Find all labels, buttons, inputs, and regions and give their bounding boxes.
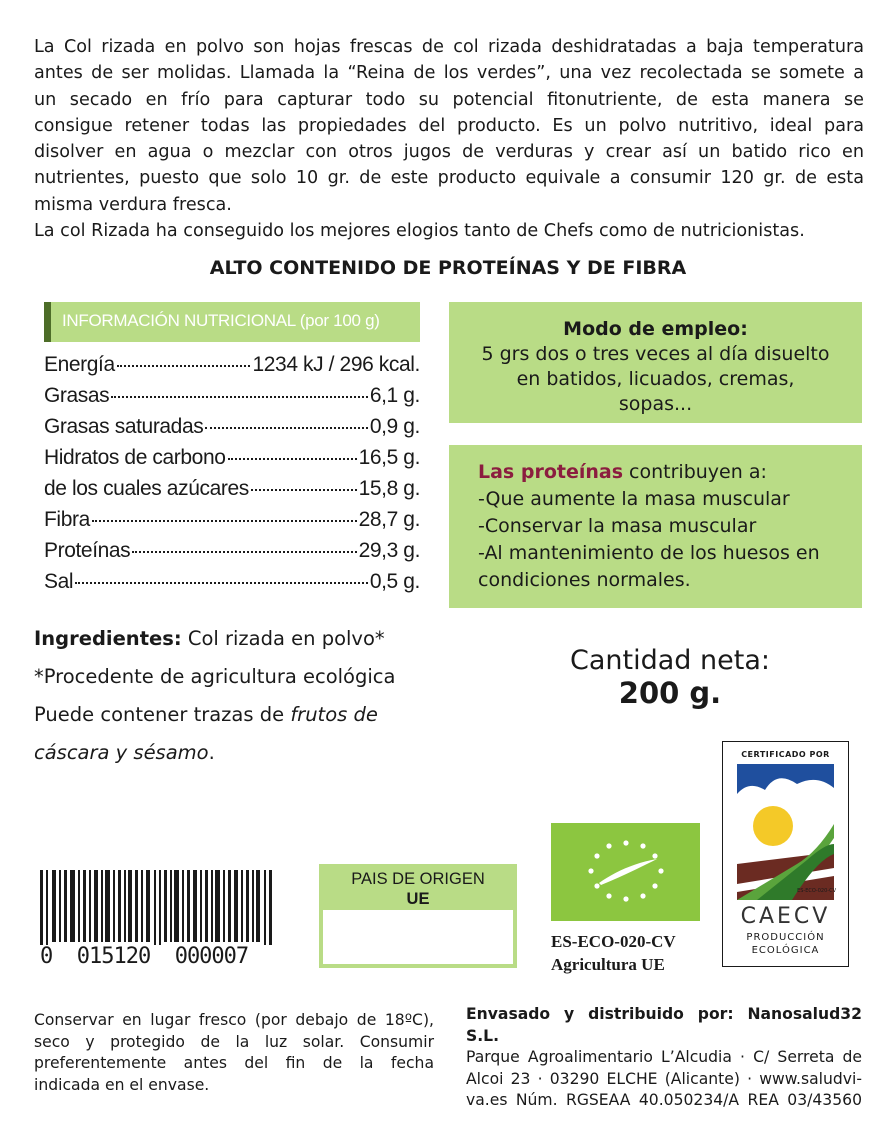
description-line: disolver en agua o mezclar con otros jugos de verduras y crear así un batido rico en xyxy=(34,142,864,163)
net-quantity xyxy=(460,646,880,710)
storage-line: Conservar en lugar fresco (por debajo de 18ºC), xyxy=(34,1011,434,1029)
protein-claim: -Al mantenimiento de los huesos en xyxy=(478,542,820,564)
nutrition-row xyxy=(44,570,420,601)
storage-line: seco y protegido de la luz solar. Consumir xyxy=(34,1032,434,1051)
distributor-line: va.es Núm. RGSEAA 40.050234/A REA 03/43560 xyxy=(466,1091,862,1110)
description-line: un secado en frío para capturar todo su potencial fitonutriente, de esta manera se xyxy=(34,89,864,110)
nutrient-label: Sal xyxy=(44,570,74,593)
description-line: La col Rizada ha conseguido los mejores elogios tanto de Chefs como de nutricionistas. xyxy=(34,221,805,242)
origin-panel xyxy=(319,864,517,968)
allergen-italic: cáscara y sésamo xyxy=(34,741,209,764)
eu-organic-leaf-icon xyxy=(551,823,700,921)
product-description xyxy=(34,34,864,244)
caecv-line2: ECOLÓGICA xyxy=(751,945,820,956)
origin-blank-field xyxy=(323,910,513,964)
usage-line: sopas... xyxy=(618,393,693,415)
description-line: misma verdura fresca. xyxy=(34,194,232,215)
allergen-line xyxy=(34,696,454,734)
ingredients-label: Ingredientes: xyxy=(34,627,182,650)
origin-value: UE xyxy=(406,890,430,908)
storage-line: preferentemente antes del fin de la fecha xyxy=(34,1054,434,1073)
description-line: La Col rizada en polvo son hojas frescas de col rizada deshidratadas a baja temperatura xyxy=(34,37,864,57)
nutrient-value: 6,1 g. xyxy=(369,384,420,407)
storage-line: indicada en el envase. xyxy=(34,1075,210,1094)
nutrient-label: Fibra xyxy=(44,508,90,531)
dot-leader xyxy=(92,520,357,522)
nutrition-row xyxy=(44,353,420,384)
nutrient-value: 28,7 g. xyxy=(358,508,420,531)
ingredients-value: Col rizada en polvo* xyxy=(181,627,385,650)
protein-highlight: Las proteínas xyxy=(478,461,624,483)
nutrition-row xyxy=(44,477,420,508)
protein-claims-panel xyxy=(449,445,862,608)
caecv-small-code: ES-ECO-020-CV xyxy=(797,888,836,894)
dot-leader xyxy=(75,582,368,584)
barcode-icon xyxy=(40,870,280,945)
origin-label: PAIS DE ORIGEN xyxy=(351,870,485,888)
nutrient-label: Hidratos de carbono xyxy=(44,446,226,469)
allergen-line xyxy=(34,734,454,772)
caecv-name: CAECV xyxy=(740,904,831,929)
protein-intro-text: contribuyen a: xyxy=(623,461,767,483)
distributor-line: Alcoi 23 · 03290 ELCHE (Alicante) · www.saludvi- xyxy=(466,1069,862,1088)
dot-leader xyxy=(132,551,356,553)
protein-claim: -Que aumente la masa muscular xyxy=(478,488,790,510)
caecv-certification-logo xyxy=(722,741,849,967)
usage-line: en batidos, licuados, cremas, xyxy=(516,368,795,390)
nutrition-table xyxy=(44,353,420,601)
ingredients-block xyxy=(34,620,454,772)
nutrition-row xyxy=(44,415,420,446)
nutrient-value: 0,9 g. xyxy=(369,415,420,438)
eu-certification-code: ES-ECO-020-CV xyxy=(551,932,676,951)
nutrient-label: de los cuales azúcares xyxy=(44,477,249,500)
eu-certification-text: Agricultura UE xyxy=(551,955,665,974)
ingredients-note: *Procedente de agricultura ecológica xyxy=(34,665,396,688)
dot-leader xyxy=(111,396,368,398)
nutrient-value: 15,8 g. xyxy=(358,477,420,500)
nutrient-value: 29,3 g. xyxy=(358,539,420,562)
distributor-title: Envasado y distribuido por: Nanosalud32 S.L. xyxy=(466,1005,862,1045)
section-heading: ALTO CONTENIDO DE PROTEÍNAS Y DE FIBRA xyxy=(209,257,687,279)
dot-leader xyxy=(205,427,367,429)
nutrition-header xyxy=(44,302,420,342)
distributor-info xyxy=(466,1004,862,1112)
eu-certification xyxy=(551,930,676,976)
barcode-number: 0 015120 000007 xyxy=(40,944,249,969)
distributor-line: Parque Agroalimentario L’Alcudia · C/ Serreta de xyxy=(466,1048,862,1067)
storage-instructions xyxy=(34,1010,434,1096)
caecv-certified-label: CERTIFICADO POR xyxy=(741,750,830,759)
nutrition-row xyxy=(44,539,420,570)
nutrition-header-label: INFORMACIÓN NUTRICIONAL (por 100 g) xyxy=(62,311,380,330)
protein-intro xyxy=(478,461,767,483)
caecv-sun-field-icon xyxy=(737,764,834,900)
net-quantity-value: 200 g. xyxy=(618,676,722,710)
nutrient-value: 0,5 g. xyxy=(369,570,420,593)
allergen-end: . xyxy=(208,741,215,764)
nutrient-label: Grasas saturadas xyxy=(44,415,204,438)
usage-line: 5 grs dos o tres veces al día disuelto xyxy=(481,343,830,365)
allergen-prefix: Puede contener trazas de xyxy=(34,703,291,726)
net-quantity-label: Cantidad neta: xyxy=(570,645,770,676)
nutrition-row xyxy=(44,384,420,415)
nutrition-row xyxy=(44,508,420,539)
dot-leader xyxy=(228,458,357,460)
nutrient-label: Grasas xyxy=(44,384,110,407)
nutrition-row xyxy=(44,446,420,477)
description-line: antes de ser molidas. Llamada la “Reina de los verdes”, una vez recolectada se somete a xyxy=(34,63,864,84)
dot-leader xyxy=(251,489,357,491)
caecv-line1: PRODUCCIÓN xyxy=(746,932,825,943)
usage-panel xyxy=(449,302,862,423)
dot-leader xyxy=(117,365,251,367)
usage-title: Modo de empleo: xyxy=(563,318,748,340)
description-line: consigue retener todas las propiedades del producto. Es un polvo nutritivo, ideal para xyxy=(34,115,864,136)
nutrient-label: Proteínas xyxy=(44,539,131,562)
ingredients-line xyxy=(34,620,454,658)
allergen-italic: frutos de xyxy=(290,703,378,726)
nutrient-label: Energía xyxy=(44,353,115,376)
protein-claim: condiciones normales. xyxy=(478,569,691,591)
nutrient-value: 16,5 g. xyxy=(358,446,420,469)
nutrient-value: 1234 kJ / 296 kcal. xyxy=(252,353,420,376)
description-line: nutrientes, puesto que solo 10 gr. de este producto equivale a consumir 120 gr. de esta xyxy=(34,168,864,189)
protein-claim: -Conservar la masa muscular xyxy=(478,515,757,537)
